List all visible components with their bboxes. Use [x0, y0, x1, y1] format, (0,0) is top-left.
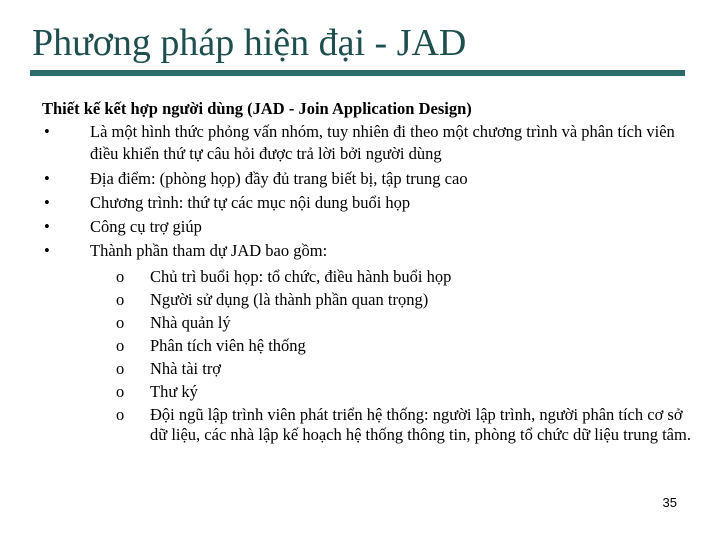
bullet-text: Công cụ trợ giúp: [90, 217, 202, 236]
bullet-marker: •: [44, 193, 50, 212]
sub-bullet-marker: o: [116, 382, 125, 401]
sub-bullet-item: [90, 334, 692, 357]
sub-bullet-item: [90, 357, 692, 380]
sub-bullet-item: [90, 311, 692, 334]
page-number: 35: [662, 495, 677, 510]
sub-bullet-marker: o: [116, 290, 125, 309]
sub-bullet-text: Phân tích viên hệ thống: [150, 336, 306, 355]
bullet-item: [42, 215, 692, 239]
sub-bullet-item: [90, 405, 692, 445]
bullet-text: Địa điểm: (phòng họp) đầy đủ trang biết bị, tập trung cao: [90, 169, 468, 188]
sub-bullet-marker: o: [116, 405, 125, 424]
bullet-marker: •: [44, 122, 50, 141]
bullet-text: Chương trình: thứ tự các mục nội dung buổi họp: [90, 193, 411, 212]
sub-bullet-text: Đội ngũ lập trình viên phát triển hệ thống: người lập trình, người phân tích cơ sở dữ liệu, các nhà lập kế hoạch hệ thống thông tin, phòng tổ chức dữ liệu trung tâm.: [150, 405, 691, 444]
sub-bullet-text: Thư ký: [150, 382, 198, 401]
sub-bullet-item: [90, 288, 692, 311]
bullet-text: Thành phần tham dự JAD bao gồm:: [90, 241, 328, 260]
bullet-marker: •: [44, 217, 50, 236]
sub-bullet-marker: o: [116, 313, 125, 332]
bullet-item: [42, 167, 692, 191]
sub-bullet-text: Nhà tài trợ: [150, 359, 222, 378]
bullet-text: Là một hình thức phỏng vấn nhóm, tuy nhiên đi theo một chương trình và phân tích viên điều khiển thứ tự câu hỏi được trả lời bởi người dùng: [90, 122, 675, 163]
sub-bullet-marker: o: [116, 267, 125, 286]
bullet-item: [42, 191, 692, 215]
sub-bullet-item: [90, 380, 692, 403]
sub-bullet-item: [90, 265, 692, 288]
title-divider: [30, 70, 685, 76]
sub-bullet-text: Nhà quản lý: [150, 313, 231, 332]
sub-bullet-text: Người sử dụng (là thành phần quan trọng): [150, 290, 429, 309]
slide-content: [42, 97, 692, 445]
sub-bullet-list: [90, 265, 692, 445]
bullet-item: [42, 121, 692, 165]
slide-title: Phương pháp hiện đại - JAD: [32, 22, 467, 64]
bullet-list: [42, 121, 692, 263]
sub-bullet-marker: o: [116, 336, 125, 355]
sub-bullet-marker: o: [116, 359, 125, 378]
bullet-marker: •: [44, 169, 50, 188]
bullet-marker: •: [44, 241, 50, 260]
sub-bullet-text: Chủ trì buổi họp: tổ chức, điều hành buổi họp: [150, 267, 452, 286]
bullet-item: [42, 239, 692, 263]
section-heading: Thiết kế kết hợp người dùng (JAD - Join Application Design): [42, 99, 472, 118]
